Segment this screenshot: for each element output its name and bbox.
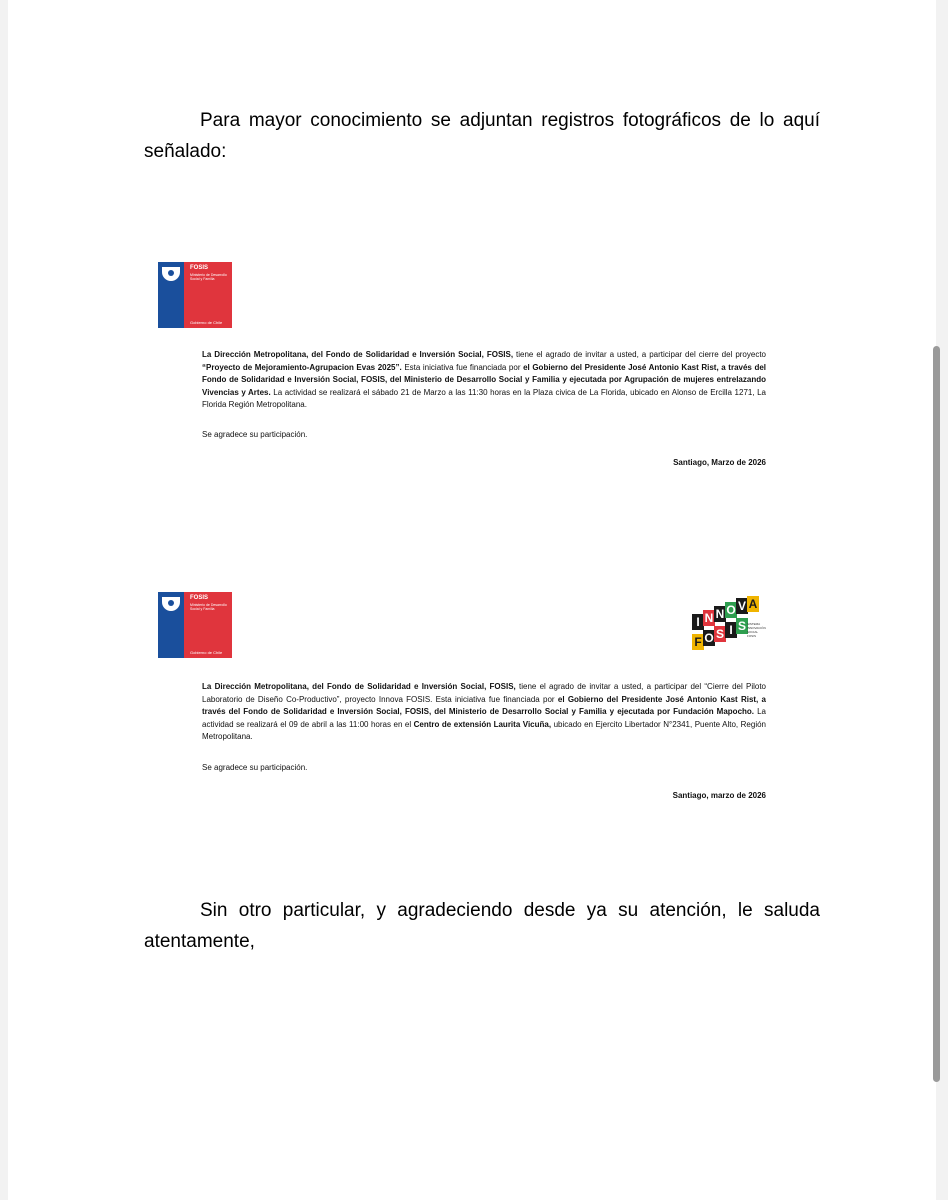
innova-letter: O: [726, 603, 736, 617]
innova-letter: N: [704, 611, 714, 625]
document-page: [8, 0, 936, 1200]
invitation-image-2: [158, 590, 770, 805]
fosis-logo: [158, 592, 232, 658]
innova-tagline: SISTEMA INNOVACIÓN SOCIAL FOSIS: [747, 622, 766, 638]
chile-crest-icon: [162, 597, 180, 611]
innova-letter: S: [715, 627, 724, 641]
invitation-thanks: Se agradece su participación.: [202, 430, 308, 439]
logo-ministry: Ministerio de Desarrollo Social y Familia: [190, 273, 227, 281]
logo-gov: Gobierno de Chile: [190, 650, 223, 655]
logo-brand: FOSIS: [190, 265, 209, 271]
vertical-scrollbar[interactable]: [933, 346, 940, 1082]
invitation-date: Santiago, marzo de 2026: [672, 791, 766, 800]
innova-letter: V: [737, 599, 746, 613]
innova-letter: I: [725, 622, 737, 638]
innova-fosis-logo: [692, 596, 768, 658]
invitation-image-1: [158, 260, 770, 470]
innova-letter: F: [692, 634, 704, 650]
chile-crest-icon: [162, 267, 180, 281]
logo-brand: FOSIS: [190, 595, 209, 601]
innova-letter: N: [715, 607, 725, 621]
invitation-body: La Dirección Metropolitana, del Fondo de Solidaridad e Inversión Social, FOSIS, tiene el agrado de invitar a usted, a participar del “Cierre del Piloto Laboratorio de Diseño Co-Productivo”, proyecto Innova FOSIS. Esta iniciativa fue financiada por el Gobierno del Presidente José Antonio Kast Rist, a través del Fondo de Solidaridad e Inversión Social, FOSIS, del Ministerio de Desarrollo Social y Familia y ejecutada por Fundación Mapocho. La actividad se realizará el 09 de abril a las 11:00 horas en el Centro de extensión Laurita Vicuña, ubicado en Ejercito Libertador N°2341, Puente Alto, Región Metropolitana.: [202, 682, 767, 742]
intro-text: Para mayor conocimiento se adjuntan registros fotográficos de lo aquí señalado:: [144, 110, 820, 162]
invitation-thanks: Se agradece su participación.: [202, 763, 308, 772]
closing-text: Sin otro particular, y agradeciendo desde ya su atención, le saluda atentamente,: [144, 900, 820, 952]
logo-gov: Gobierno de Chile: [190, 320, 223, 325]
logo-ministry: Ministerio de Desarrollo Social y Familia: [190, 603, 227, 611]
intro-paragraph: [144, 105, 820, 167]
innova-letter: I: [692, 614, 704, 630]
innova-letter: A: [748, 597, 758, 611]
invitation-body: La Dirección Metropolitana, del Fondo de Solidaridad e Inversión Social, FOSIS, tiene el agrado de invitar a usted, a participar del cierre del proyecto “Proyecto de Mejoramiento-Agrupacion Evas 2025”. Esta iniciativa fue financiada por el Gobierno del Presidente José Antonio Kast Rist, a través del Fondo de Solidaridad e Inversión Social, FOSIS, del Ministerio de Desarrollo Social y Familia y ejecutada por Agrupación de mujeres entrelazando Vivencias y Artes. La actividad se realizará el sábado 21 de Marzo a las 11:30 horas en la Plaza civica de La Florida, ubicado en Alonso de Ercilla 1271, La Florida Región Metropolitana.: [202, 350, 767, 410]
fosis-logo: [158, 262, 232, 328]
closing-paragraph: [144, 895, 820, 957]
innova-letter: S: [737, 619, 746, 633]
innova-letter: O: [704, 631, 714, 645]
invitation-date: Santiago, Marzo de 2026: [673, 458, 766, 467]
